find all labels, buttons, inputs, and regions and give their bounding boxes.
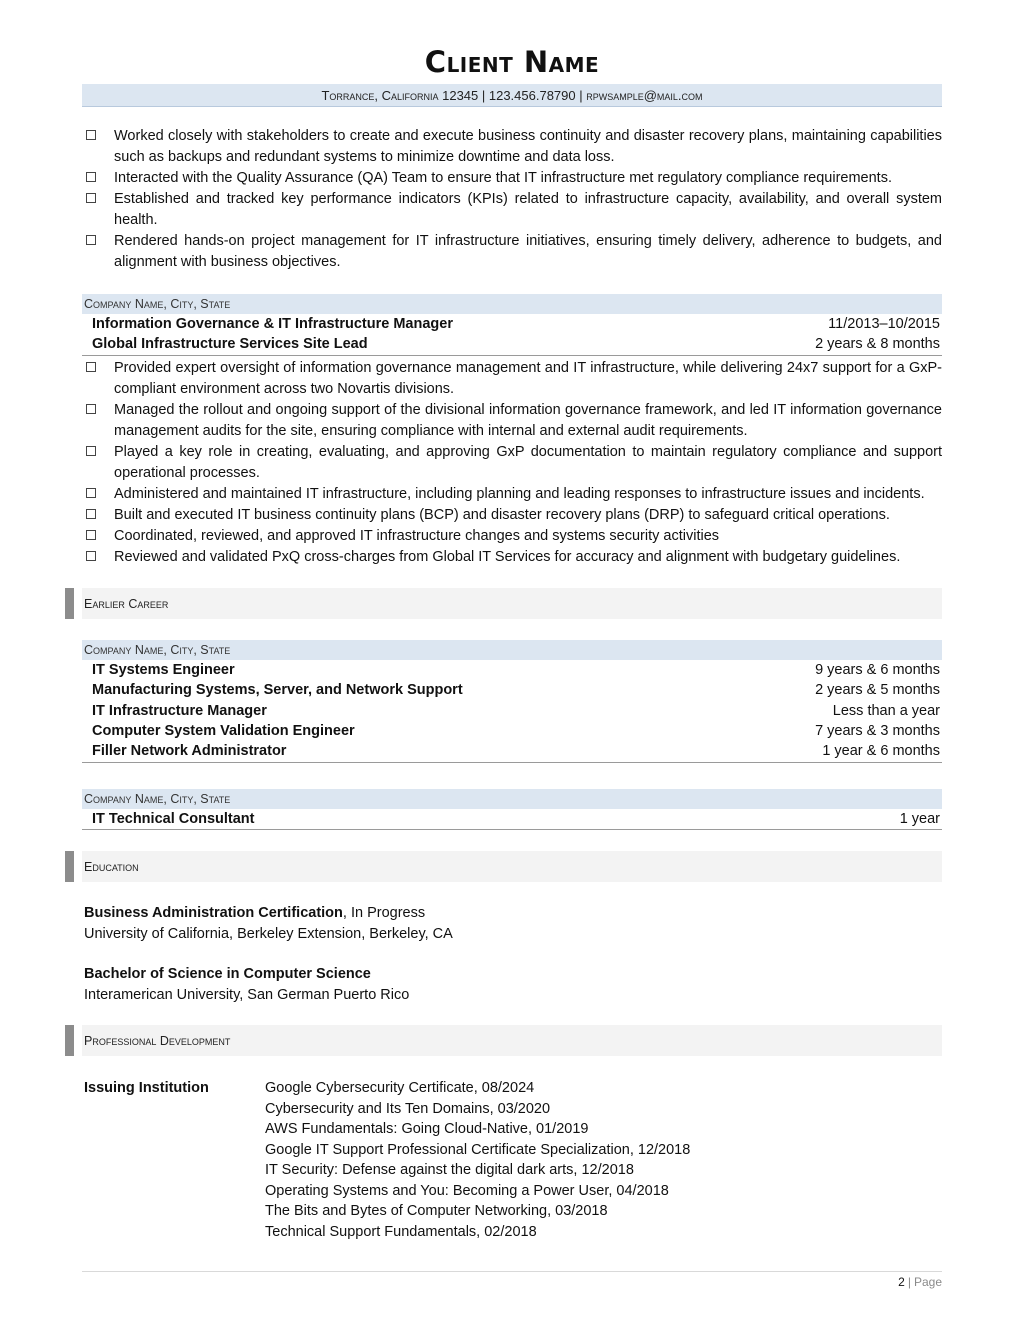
list-item: Google IT Support Professional Certificate Specialization, 12/2018	[265, 1141, 691, 1158]
education-entry	[82, 903, 942, 944]
job-titles	[82, 314, 942, 356]
list-item: Technical Support Fundamentals, 02/2018	[265, 1223, 537, 1240]
job-row	[82, 660, 942, 680]
checkbox-icon	[86, 235, 96, 245]
list-item: Administered and maintained IT infrastructure, including planning and leading responses to infrastructure issues and incidents.	[82, 484, 942, 505]
job-row	[82, 701, 942, 721]
job-title: Manufacturing Systems, Server, and Network Support	[92, 682, 463, 699]
section-marker	[65, 588, 74, 619]
section-title: Earlier Career	[84, 596, 169, 611]
job-titles	[82, 809, 942, 830]
job-title: Computer System Validation Engineer	[92, 723, 355, 740]
checkbox-icon	[86, 193, 96, 203]
checkbox-icon	[86, 362, 96, 372]
company-header: Company Name, City, State	[82, 294, 942, 314]
checkbox-icon	[86, 509, 96, 519]
checkbox-icon	[86, 530, 96, 540]
job-duration: 1 year	[899, 810, 940, 827]
degree-title: Business Administration Certification	[84, 905, 343, 922]
footer-separator: |	[907, 1275, 911, 1289]
job-title: Information Governance & IT Infrastructure Manager	[92, 316, 453, 332]
resume-page	[82, 0, 942, 1242]
list-item: Established and tracked key performance indicators (KPIs) related to infrastructure capacity, availability, and overall system health.	[82, 189, 942, 231]
job-row	[82, 314, 942, 334]
list-item: IT Security: Defense against the digital dark arts, 12/2018	[265, 1162, 634, 1179]
section-professional-development	[82, 1025, 942, 1056]
section-title: Education	[84, 860, 139, 875]
section-earlier-career	[82, 588, 942, 619]
list-item: Google Cybersecurity Certificate, 08/2024	[265, 1080, 535, 1097]
checkbox-icon	[86, 172, 96, 182]
job-row	[82, 741, 942, 761]
job-duration: 7 years & 3 months	[815, 723, 940, 740]
school-name: University of California, Berkeley Extension, Berkeley, CA	[84, 925, 453, 942]
job-title: IT Infrastructure Manager	[92, 702, 267, 719]
contact-line: Torrance, California 12345 | 123.456.78790 | rpwsample@mail.com	[82, 84, 942, 107]
checkbox-icon	[86, 130, 96, 140]
degree-status: , In Progress	[342, 905, 426, 922]
school-name: Interamerican University, San German Puerto Rico	[84, 986, 410, 1003]
client-name: Client Name	[424, 45, 600, 79]
section-education	[82, 851, 942, 882]
professional-development-list	[82, 1078, 942, 1242]
list-item: Built and executed IT business continuity plans (BCP) and disaster recovery plans (DRP) to safeguard critical operations.	[82, 505, 942, 526]
page-footer	[82, 1271, 942, 1289]
job-duration: 2 years & 5 months	[815, 682, 940, 699]
list-item: The Bits and Bytes of Computer Networking, 03/2018	[265, 1203, 608, 1220]
list-item: Cybersecurity and Its Ten Domains, 03/2020	[265, 1100, 551, 1117]
degree-title: Bachelor of Science in Computer Science	[84, 966, 371, 983]
job-duration: 11/2013–10/2015	[828, 316, 940, 332]
checkbox-icon	[86, 404, 96, 414]
job-row	[82, 680, 942, 700]
section-marker	[65, 1025, 74, 1056]
list-item: Operating Systems and You: Becoming a Power User, 04/2018	[265, 1182, 669, 1199]
checkbox-icon	[86, 551, 96, 561]
issuing-institution-label: Issuing Institution	[84, 1080, 209, 1097]
job-title: IT Technical Consultant	[92, 810, 255, 827]
section-title: Professional Development	[84, 1034, 231, 1049]
certificate-list	[265, 1078, 690, 1242]
intro-bullets	[82, 126, 942, 273]
list-item: Managed the rollout and ongoing support of the divisional information governance framework, and led IT information governance management audits for the site, ensuring compliance with internal and external audit requirements.	[82, 400, 942, 442]
job-duration: 2 years & 8 months	[815, 336, 940, 353]
job-title: IT Systems Engineer	[92, 661, 235, 678]
list-item: Rendered hands-on project management for IT infrastructure initiatives, ensuring timely delivery, adherence to budgets, and alignment with business objectives.	[82, 231, 942, 273]
job-row	[82, 721, 942, 741]
job-bullets	[82, 358, 942, 568]
list-item: Provided expert oversight of information governance management and IT infrastructure, while delivering 24x7 support for a GxP-compliant environment across two Novartis divisions.	[82, 358, 942, 400]
checkbox-icon	[86, 446, 96, 456]
education-entry	[82, 964, 942, 1005]
page-number: 2	[898, 1275, 905, 1289]
page-label: Page	[913, 1275, 942, 1289]
job-duration: 9 years & 6 months	[815, 661, 940, 678]
job-duration: 1 year & 6 months	[822, 743, 940, 760]
list-item: Reviewed and validated PxQ cross-charges from Global IT Services for accuracy and alignment with budgetary guidelines.	[82, 547, 942, 568]
job-title: Filler Network Administrator	[92, 743, 287, 760]
job-row	[82, 334, 942, 354]
list-item: Played a key role in creating, evaluating, and approving GxP documentation to maintain regulatory compliance and support operational processes.	[82, 442, 942, 484]
job-row	[82, 809, 942, 829]
list-item: AWS Fundamentals: Going Cloud-Native, 01/2019	[265, 1121, 589, 1138]
job-title: Global Infrastructure Services Site Lead	[92, 336, 368, 353]
job-titles	[82, 660, 942, 763]
section-marker	[65, 851, 74, 882]
list-item: Worked closely with stakeholders to create and execute business continuity and disaster recovery plans, maintaining capabilities such as backups and redundant systems to minimize downtime and data loss.	[82, 126, 942, 168]
job-duration: Less than a year	[832, 702, 940, 719]
list-item: Interacted with the Quality Assurance (QA) Team to ensure that IT infrastructure met regulatory compliance requirements.	[82, 168, 942, 189]
company-header: Company Name, City, State	[82, 789, 942, 809]
checkbox-icon	[86, 488, 96, 498]
company-header: Company Name, City, State	[82, 640, 942, 660]
list-item: Coordinated, reviewed, and approved IT infrastructure changes and systems security activities	[82, 526, 942, 547]
